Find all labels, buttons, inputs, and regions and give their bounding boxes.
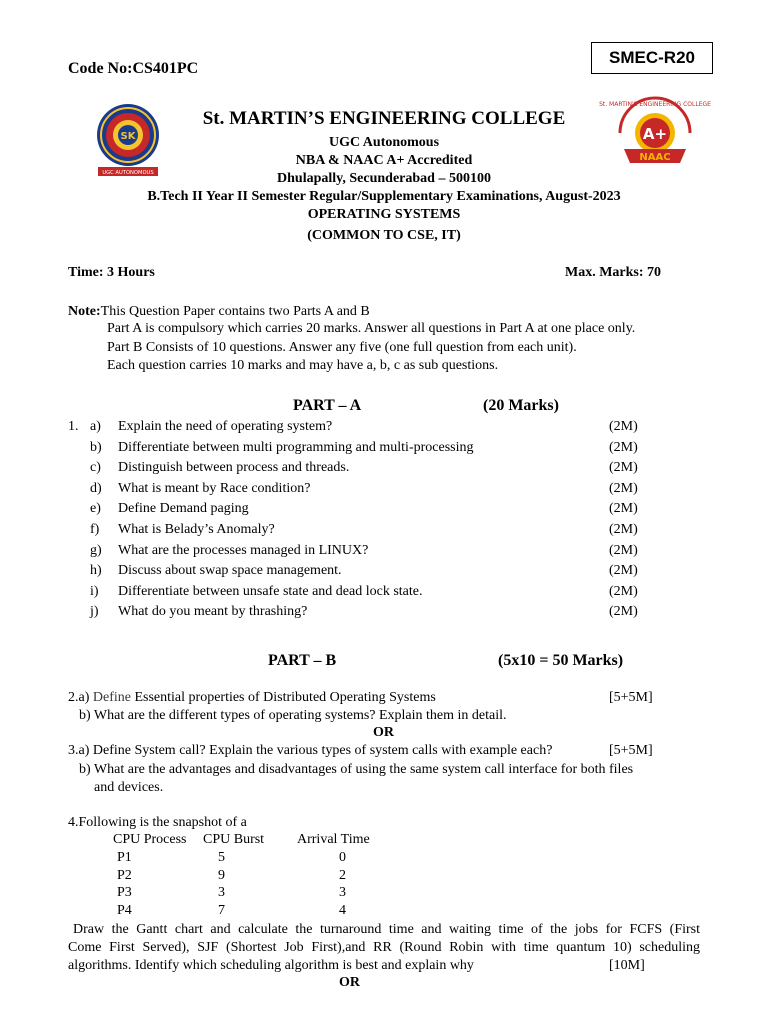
college-name: St. MARTIN’S ENGINEERING COLLEGE (202, 108, 566, 129)
note-line-2: Part A is compulsory which carries 20 marks. Answer all questions in Part A at one place only. (107, 321, 636, 336)
question-letter: d) (90, 480, 102, 496)
regulation-badge (591, 42, 713, 74)
question-letter: h) (90, 563, 102, 579)
question-3a: 3.a) Define System call? Explain the various types of system calls with example each? (68, 743, 553, 758)
or-separator-1: OR (373, 725, 394, 740)
question-3b-line-1: b) What are the advantages and disadvantages of using the same system call interface for both files (79, 762, 634, 777)
question-4-line-1 (68, 922, 700, 938)
code-number: Code No:CS401PC (68, 60, 199, 77)
naac-label: NAAC (639, 152, 671, 163)
question-4-intro: 4.Following is the snapshot of a (68, 815, 247, 830)
q2a-define: Define (92, 690, 131, 705)
table-cell-arrival: 4 (339, 902, 346, 918)
question-2b: b) What are the different types of operating systems? Explain them in detail. (79, 708, 507, 723)
table-cell-burst: 3 (218, 885, 225, 901)
logo-left-caption: UGC AUTONOMOUS (102, 170, 154, 176)
table-cell-arrival: 3 (339, 885, 346, 901)
table-header-arrival: Arrival Time (297, 832, 370, 847)
question-marks: (2M) (609, 480, 638, 496)
question-text: Differentiate between unsafe state and dead lock state. (118, 583, 423, 599)
part-b-marks: (5x10 = 50 Marks) (498, 652, 624, 669)
question-marks: (2M) (609, 460, 638, 476)
note-text-1: This Question Paper contains two Parts A and B (100, 304, 370, 319)
note-label: Note: (68, 304, 101, 319)
address-line: Dhulapally, Secunderabad – 500100 (277, 171, 491, 186)
autonomy-line: UGC Autonomous (328, 135, 440, 150)
note-line-3: Part B Consists of 10 questions. Answer any five (one full question from each unit). (107, 340, 577, 355)
question-text: What is Belady’s Anomaly? (118, 522, 275, 537)
question-letter: g) (90, 542, 102, 558)
table-cell-process: P2 (117, 867, 132, 883)
note-line-4: Each question carries 10 marks and may have a, b, c as sub questions. (107, 358, 499, 373)
question-text: Differentiate between multi programming and multi-processing (118, 439, 474, 455)
question-4-line-3: algorithms. Identify which scheduling algorithm is best and explain why (68, 958, 474, 973)
question-text: What do you meant by thrashing? (118, 604, 308, 620)
table-cell-burst: 9 (218, 867, 225, 883)
question-letter: j) (90, 604, 99, 620)
part-a-title: PART – A (293, 397, 362, 414)
question-marks: (2M) (609, 604, 638, 620)
question-3-marks: [5+5M] (609, 743, 653, 758)
question-text: Explain the need of operating system? (118, 419, 333, 434)
table-header-process: CPU Process (113, 832, 187, 847)
question-text: Discuss about swap space management. (118, 563, 342, 579)
question-marks: (2M) (609, 563, 638, 579)
table-header-burst: CPU Burst (203, 832, 265, 847)
question-letter: f) (90, 522, 100, 537)
subject-title: OPERATING SYSTEMS (307, 207, 461, 222)
table-cell-burst: 5 (218, 850, 225, 865)
question-3b-line-2: and devices. (94, 780, 164, 795)
exam-duration: Time: 3 Hours (68, 265, 155, 280)
q4-line-1-text: Draw the Gantt chart and calculate the turnaround time and waiting time of the jobs for FCFS (First (73, 922, 700, 937)
question-2-marks: [5+5M] (609, 690, 653, 705)
q2a-prefix: 2.a) (68, 690, 93, 705)
question-marks: (2M) (609, 419, 638, 434)
question-marks: (2M) (609, 542, 638, 558)
question-text: What is meant by Race condition? (118, 480, 311, 496)
table-cell-burst: 7 (218, 902, 225, 918)
question-text: Distinguish between process and threads. (118, 460, 350, 476)
question-letter: i) (90, 583, 99, 599)
question-number: 1. (68, 419, 79, 434)
or-separator-2: OR (339, 975, 360, 990)
question-4-line-2: Come First Served), SJF (Shortest Job First),and RR (Round Robin with time quantum 10) scheduling (68, 940, 700, 955)
question-letter: e) (90, 501, 101, 517)
question-marks: (2M) (609, 522, 638, 537)
question-text: What are the processes managed in LINUX? (118, 542, 369, 558)
svg-text:SK: SK (120, 131, 136, 142)
question-text: Define Demand paging (118, 501, 249, 517)
max-marks: Max. Marks: 70 (565, 265, 662, 280)
table-cell-process: P3 (117, 885, 132, 901)
part-b-title: PART – B (268, 652, 337, 669)
note-line-1 (68, 304, 370, 320)
question-4-marks: [10M] (609, 958, 645, 973)
regulation-label: SMEC-R20 (609, 48, 695, 67)
table-cell-arrival: 0 (339, 850, 346, 865)
question-letter: c) (90, 460, 101, 476)
q2a-text: Essential properties of Distributed Operating Systems (130, 690, 436, 705)
question-marks: (2M) (609, 501, 638, 517)
naac-grade: A+ (642, 125, 668, 143)
naac-arc-text: St. MARTIN'S ENGINEERING COLLEGE (599, 101, 711, 108)
question-letter: b) (90, 439, 102, 455)
question-2a (68, 690, 436, 706)
question-marks: (2M) (609, 583, 638, 599)
accreditation-line: NBA & NAAC A+ Accredited (295, 153, 473, 168)
table-cell-arrival: 2 (339, 867, 346, 883)
branches-line: (COMMON TO CSE, IT) (307, 228, 461, 243)
exam-title: B.Tech II Year II Semester Regular/Supplementary Examinations, August-2023 (147, 189, 621, 204)
question-marks: (2M) (609, 439, 638, 455)
part-a-marks: (20 Marks) (483, 397, 559, 414)
table-cell-process: P1 (117, 850, 132, 865)
table-cell-process: P4 (117, 902, 132, 918)
question-letter: a) (90, 419, 101, 434)
